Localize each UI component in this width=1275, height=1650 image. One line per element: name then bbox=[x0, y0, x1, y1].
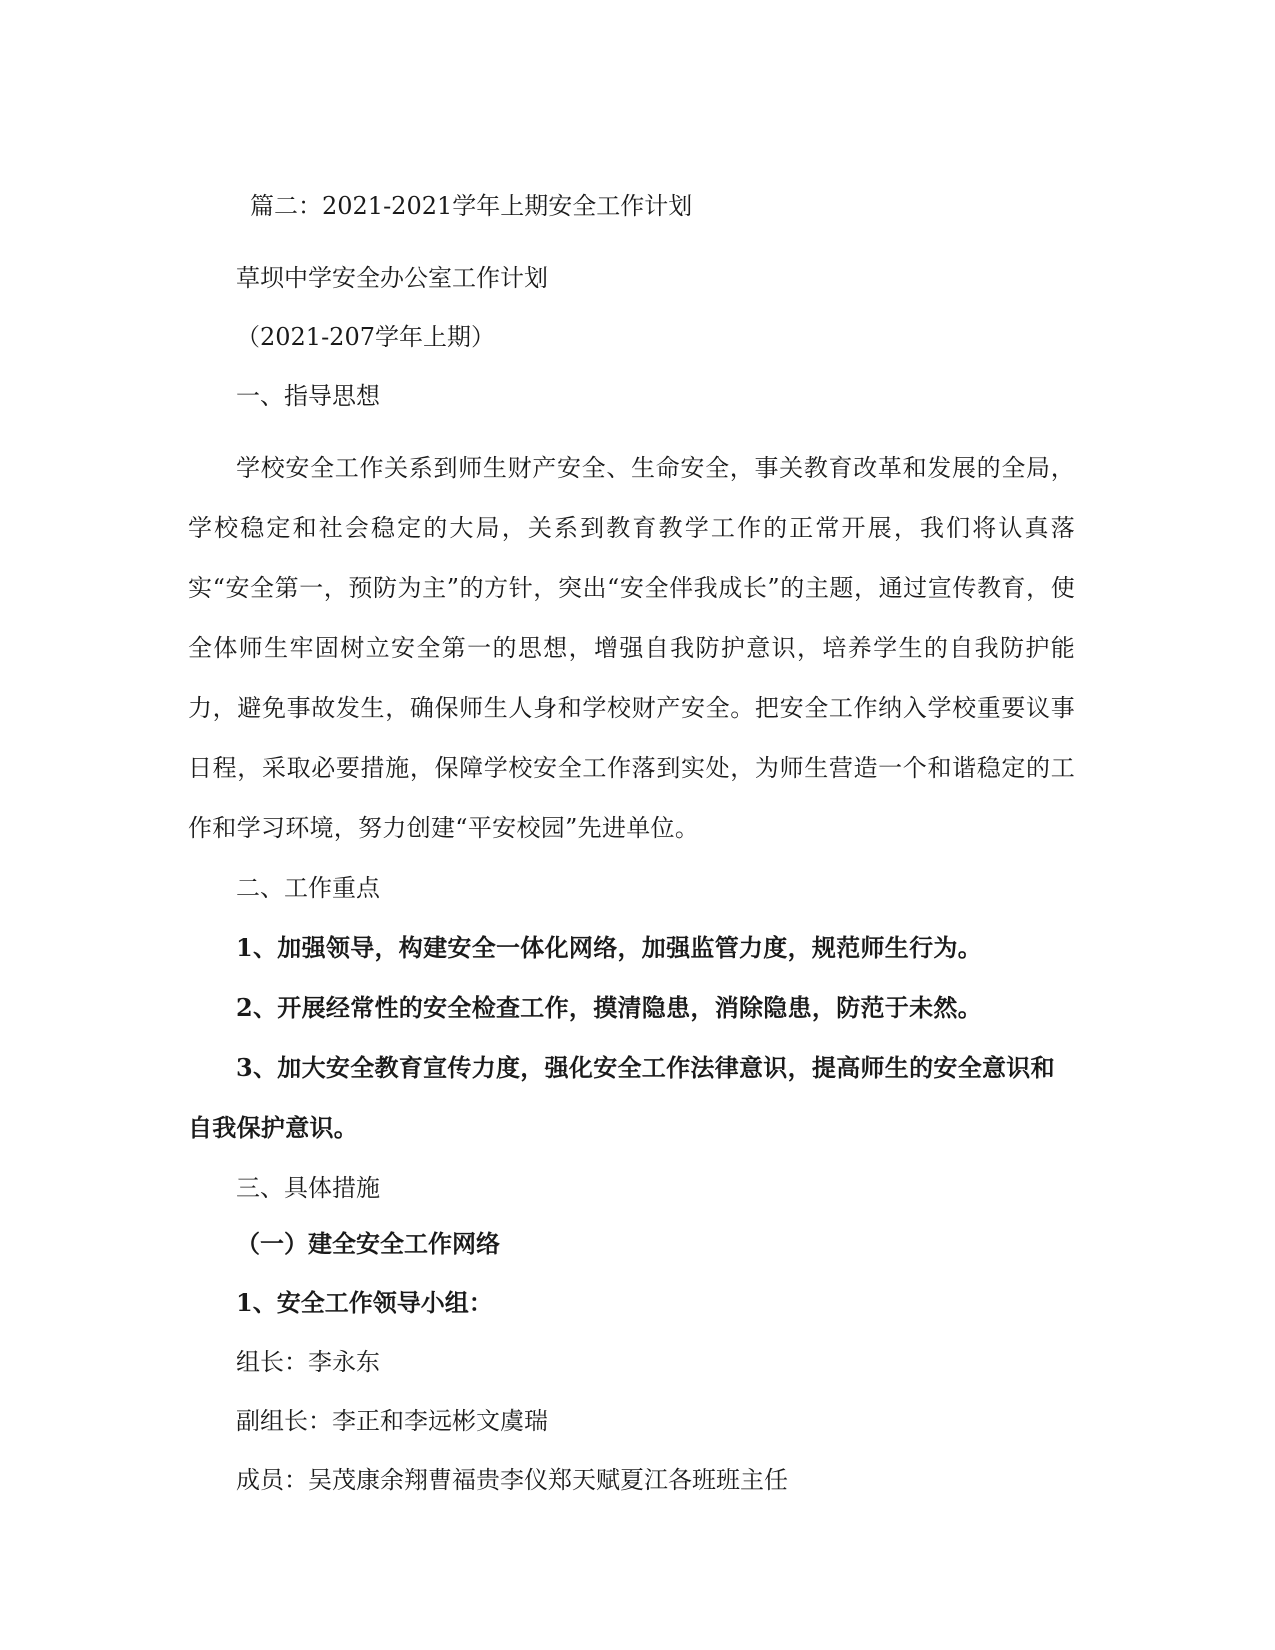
section-3-subheading: （一）建全安全工作网络 bbox=[236, 1229, 500, 1258]
section-2-heading: 二、工作重点 bbox=[236, 874, 380, 902]
focus-item-2: 2、开展经常性的安全检查工作，摸清隐患，消除隐患，防范于未然。 bbox=[236, 993, 982, 1022]
group-members: 成员：吴茂康余翔曹福贵李仪郑天赋夏江各班班主任 bbox=[236, 1466, 788, 1494]
document-title: 篇二：2021-2021学年上期安全工作计划 bbox=[250, 192, 693, 220]
term-label: （2021-207学年上期） bbox=[236, 323, 495, 351]
section-3-heading: 三、具体措施 bbox=[236, 1174, 380, 1202]
group-leader: 组长：李永东 bbox=[236, 1348, 380, 1376]
section-1-paragraph: 学校安全工作关系到师生财产安全、生命安全，事关教育改革和发展的全局，学校稳定和社会稳定的大局，关系到教育教学工作的正常开展，我们将认真落实“安全第一，预防为主”的方针，突出“安全伴我成长”的主题，通过宣传教育，使全体师生牢固树立安全第一的思想，增强自我防护意识，培养学生的自我防护能力，避免事故发生，确保师生人身和学校财产安全。把安全工作纳入学校重要议事日程，采取必要措施，保障学校安全工作落到实处，为师生营造一个和谐稳定的工作和学习环境，努力创建“平安校园”先进单位。 bbox=[188, 454, 1075, 842]
section-1-heading: 一、指导思想 bbox=[236, 382, 380, 410]
focus-item-1: 1、加强领导，构建安全一体化网络，加强监管力度，规范师生行为。 bbox=[236, 933, 982, 962]
document-subtitle: 草坝中学安全办公室工作计划 bbox=[236, 264, 548, 292]
deputy-leaders: 副组长：李正和李远彬文虞瑞 bbox=[236, 1407, 548, 1435]
leadership-group-label: 1、安全工作领导小组： bbox=[236, 1288, 493, 1317]
focus-item-3: 3、加大安全教育宣传力度，强化安全工作法律意识，提高师生的安全意识和自我保护意识。 bbox=[188, 1053, 1055, 1142]
